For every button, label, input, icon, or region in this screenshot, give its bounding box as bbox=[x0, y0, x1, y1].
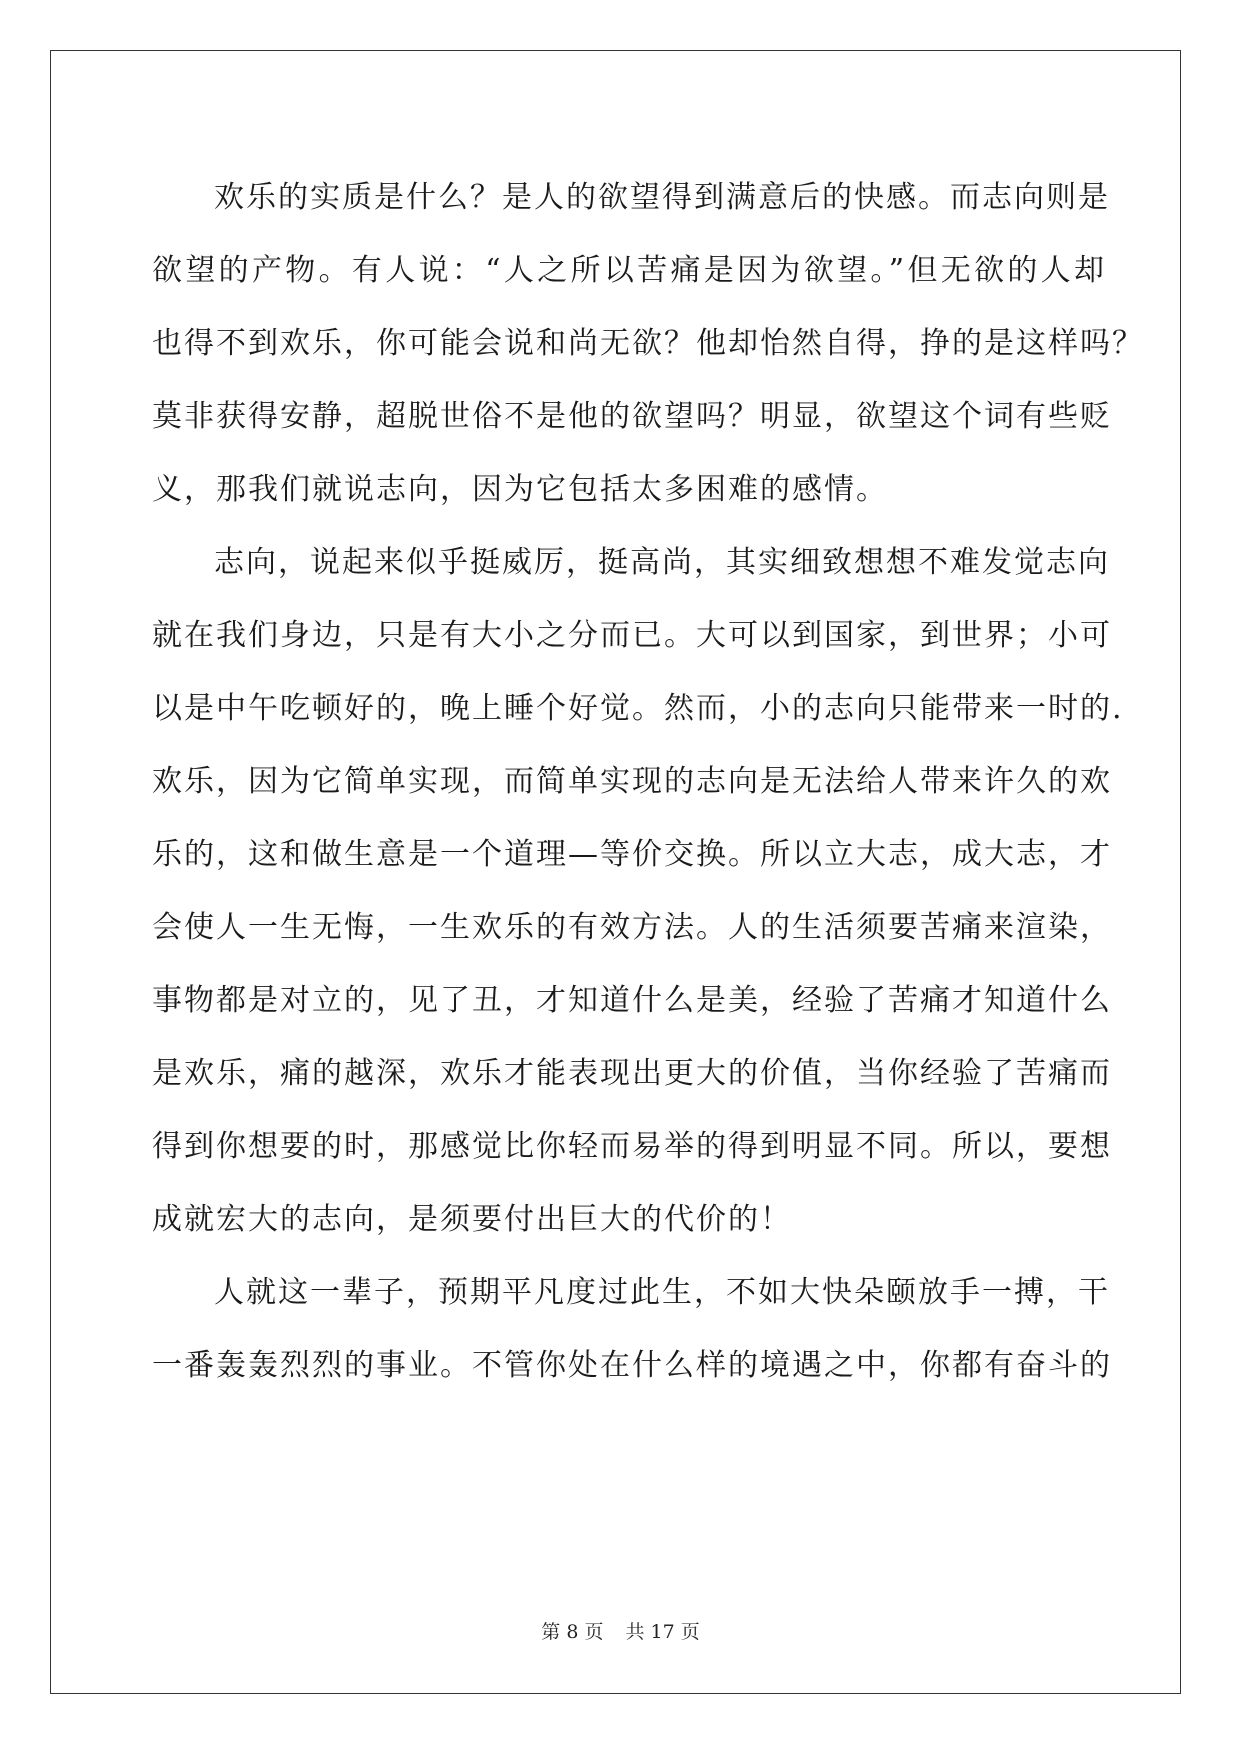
paragraph-2-line-4: 欢乐，因为它简单实现，而简单实现的志向是无法给人带来许久的欢 bbox=[152, 764, 1112, 799]
paragraph-2-line-6: 会使人一生无悔，一生欢乐的有效方法。人的生活须要苦痛来渲染， bbox=[152, 910, 1112, 945]
paragraph-1-line-4: 莫非获得安静，超脱世俗不是他的欲望吗？明显，欲望这个词有些贬 bbox=[152, 399, 1112, 434]
page-footer bbox=[0, 1617, 1241, 1644]
paragraph-2-line-5: 乐的，这和做生意是一个道理—等价交换。所以立大志，成大志，才 bbox=[152, 837, 1112, 872]
paragraph-1-line-3: 也得不到欢乐，你可能会说和尚无欲？他却怡然自得，挣的是这样吗？ bbox=[152, 326, 1144, 361]
paragraph-3-line-2: 一番轰轰烈烈的事业。不管你处在什么样的境遇之中，你都有奋斗的 bbox=[152, 1348, 1112, 1383]
paragraph-1-line-5: 义，那我们就说志向，因为它包括太多困难的感情。 bbox=[152, 472, 888, 507]
paragraph-2-line-10: 成就宏大的志向，是须要付出巨大的代价的！ bbox=[152, 1202, 792, 1237]
page-number-label: 第 8 页 bbox=[541, 1621, 604, 1643]
paragraph-2-line-7: 事物都是对立的，见了丑，才知道什么是美，经验了苦痛才知道什么 bbox=[152, 983, 1112, 1018]
paragraph-1-line-1: 欢乐的实质是什么？是人的欲望得到满意后的快感。而志向则是 bbox=[214, 180, 1110, 215]
paragraph-3-line-1: 人就这一辈子，预期平凡度过此生，不如大快朵颐放手一搏，干 bbox=[214, 1275, 1110, 1310]
page-total-label: 共 17 页 bbox=[625, 1621, 700, 1643]
paragraph-2-line-2: 就在我们身边，只是有大小之分而已。大可以到国家，到世界；小可 bbox=[152, 618, 1112, 653]
paragraph-2-line-3: 以是中午吃顿好的，晚上睡个好觉。然而，小的志向只能带来一时的. bbox=[152, 691, 1124, 726]
paragraph-2-line-9: 得到你想要的时，那感觉比你轻而易举的得到明显不同。所以，要想 bbox=[152, 1129, 1112, 1164]
paragraph-2-line-1: 志向，说起来似乎挺威厉，挺高尚，其实细致想想不难发觉志向 bbox=[214, 545, 1110, 580]
document-body bbox=[152, 161, 1144, 1402]
paragraph-1-line-2: 欲望的产物。有人说：“人之所以苦痛是因为欲望。”但无欲的人却 bbox=[152, 253, 1106, 288]
paragraph-2-line-8: 是欢乐，痛的越深，欢乐才能表现出更大的价值，当你经验了苦痛而 bbox=[152, 1056, 1112, 1091]
